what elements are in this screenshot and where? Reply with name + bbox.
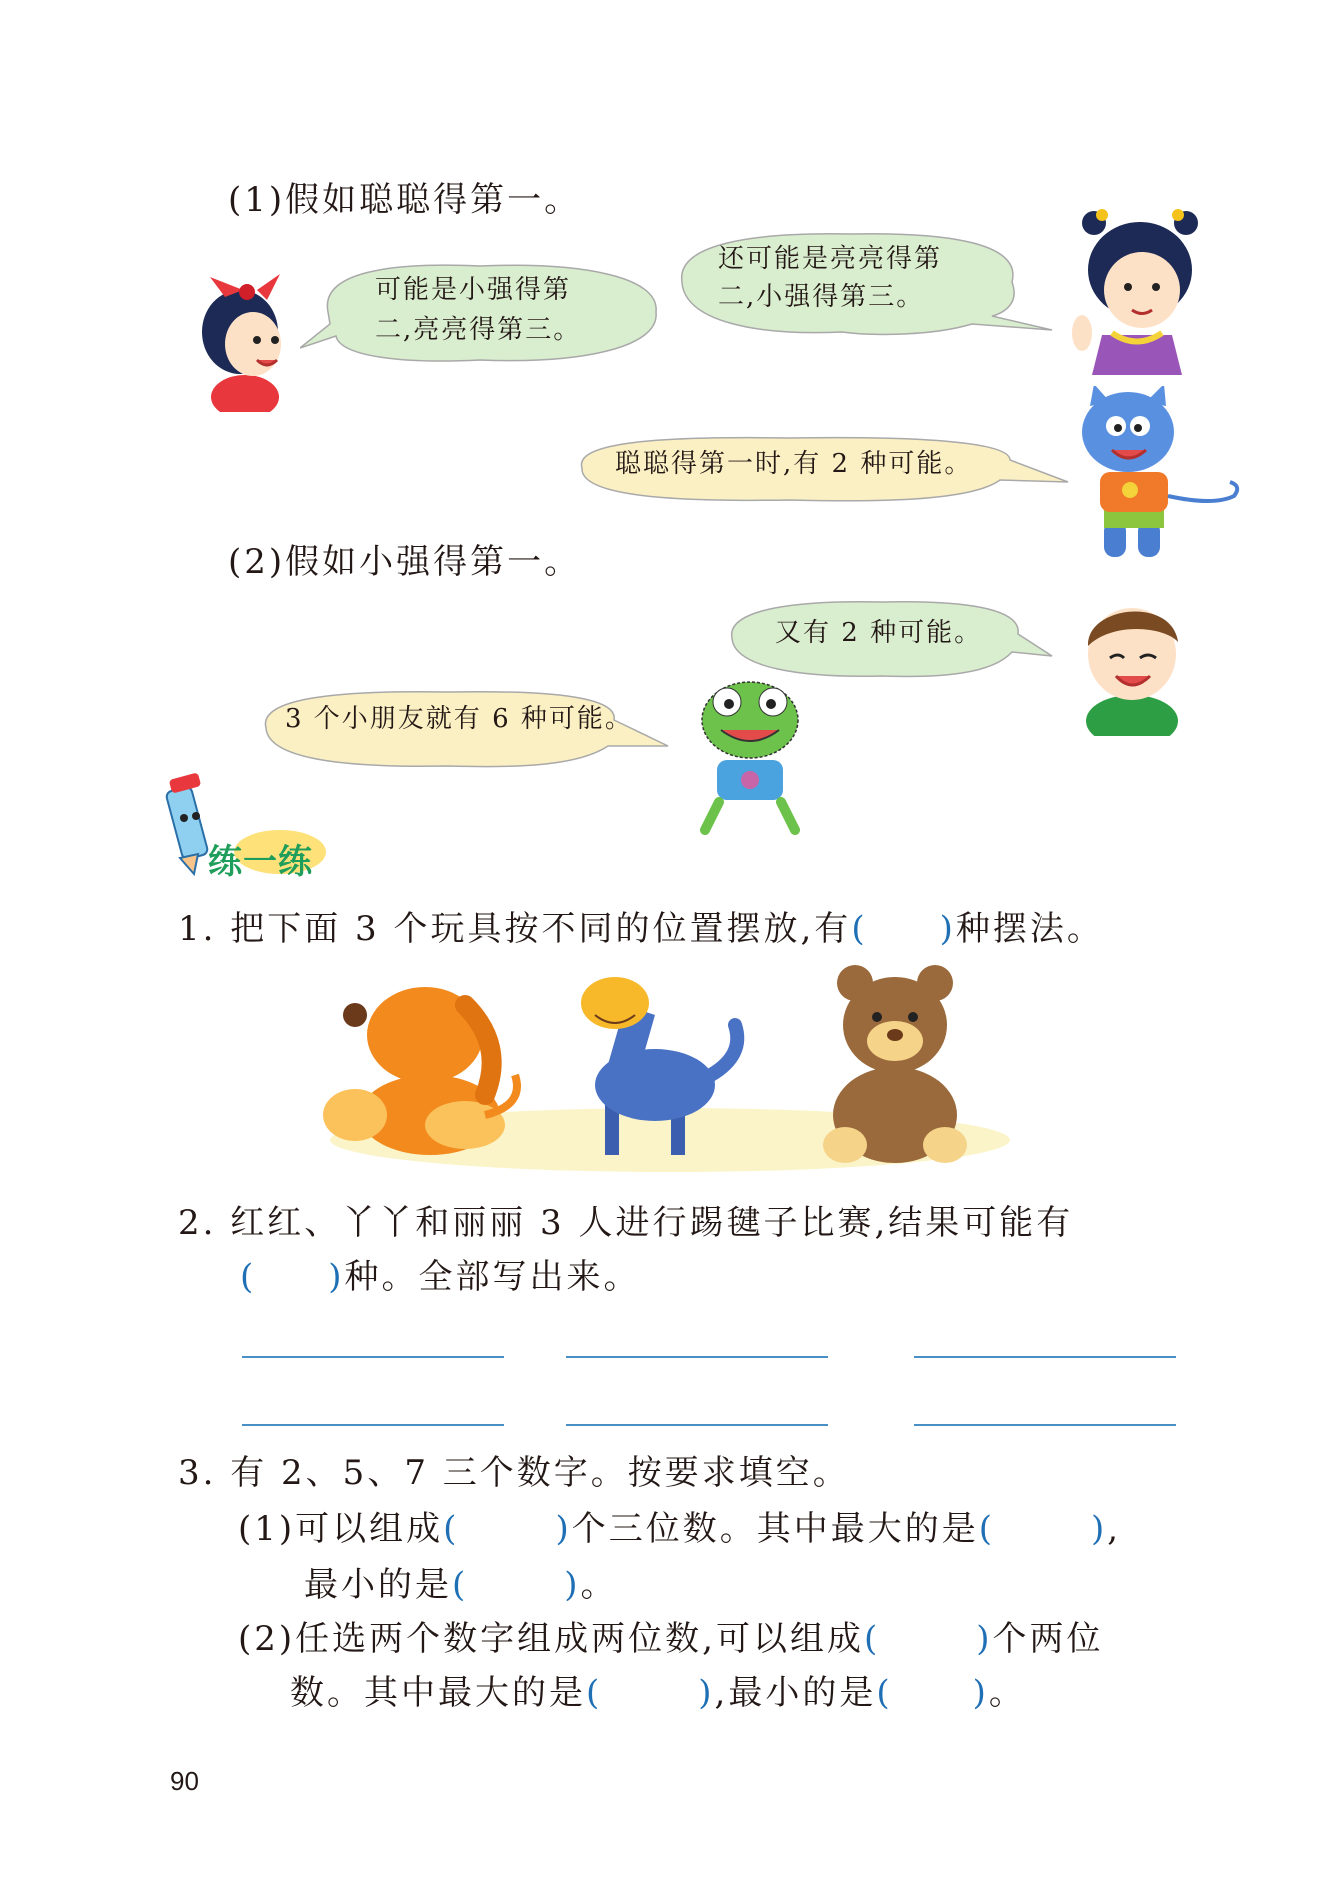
question-3-part-1-count-blank[interactable]: ( ) [443, 1509, 572, 1549]
question-3-part-1-max-blank[interactable]: ( ) [978, 1509, 1108, 1549]
toy-bear-icon [823, 965, 967, 1163]
question-3-part-2-text-a: (2)任选两个数字组成两位数,可以组成 [238, 1619, 864, 1659]
bubble-boy-text: 又有 2 种可能。 [775, 618, 983, 648]
bubble-girl-red-line2: 二,亮亮得第三。 [375, 315, 582, 345]
case-2-heading: (2)假如小强得第一。 [228, 542, 582, 582]
question-3-part-2-text-d: ,最小的是 [714, 1673, 877, 1713]
question-3-part-2-count-blank[interactable]: ( ) [863, 1619, 993, 1659]
bubble-girl-purple-line2: 二,小强得第三。 [718, 282, 925, 312]
question-1 [178, 902, 1104, 956]
question-1-answer-blank[interactable]: ( ) [851, 909, 956, 949]
question-2-suffix: 种。全部写出来。 [344, 1257, 641, 1297]
toy-dog-icon [323, 987, 517, 1155]
question-3-part-1-comma: , [1107, 1509, 1122, 1549]
bubble-girl-purple-line1: 还可能是亮亮得第 [718, 244, 943, 274]
answer-line-3[interactable] [914, 1356, 1176, 1358]
toys-illustration [315, 965, 1025, 1177]
girl-purple-dress-illustration [1062, 205, 1212, 375]
question-3-part-2-max-blank[interactable]: ( ) [586, 1673, 715, 1713]
question-3-part-2-line2 [290, 1666, 1026, 1720]
answer-line-5[interactable] [566, 1424, 828, 1426]
bubble-girl-red-line1: 可能是小强得第 [375, 275, 572, 305]
question-3-part-2-line1 [238, 1612, 1104, 1666]
question-1-suffix: 种摆法。 [955, 909, 1104, 949]
question-2-line2 [240, 1250, 641, 1304]
practice-badge [150, 770, 330, 880]
practice-badge-label: 练一练 [208, 842, 313, 882]
frog-illustration [695, 680, 805, 840]
blue-cat-illustration [1064, 386, 1244, 566]
question-3-part-1-text-b: 个三位数。其中最大的是 [571, 1509, 979, 1549]
question-3-part-2-text-c: 数。其中最大的是 [290, 1673, 586, 1713]
page-number: 90 [170, 1766, 199, 1796]
question-3-part-1-text-d: 最小的是 [304, 1565, 452, 1605]
case-1-heading: (1)假如聪聪得第一。 [228, 180, 582, 220]
question-3-part-1-min-blank[interactable]: ( ) [452, 1565, 581, 1605]
question-2-answer-blank[interactable]: ( ) [240, 1257, 345, 1297]
question-3-part-1-line1 [238, 1502, 1121, 1556]
answer-line-6[interactable] [914, 1424, 1176, 1426]
question-3-part-2-text-b: 个两位 [992, 1619, 1104, 1659]
answer-line-2[interactable] [566, 1356, 828, 1358]
question-3-part-2-period: 。 [988, 1673, 1026, 1713]
question-1-prefix: 1. 把下面 3 个玩具按不同的位置摆放,有 [178, 909, 852, 949]
answer-line-4[interactable] [242, 1424, 504, 1426]
bubble-frog-text: 3 个小朋友就有 6 种可能。 [285, 704, 633, 734]
answer-line-1[interactable] [242, 1356, 504, 1358]
boy-illustration [1072, 596, 1192, 736]
girl-red-bow-illustration [195, 252, 295, 412]
question-2-line1: 2. 红红、丫丫和丽丽 3 人进行踢毽子比赛,结果可能有 [178, 1203, 1074, 1243]
question-3-intro: 3. 有 2、5、7 三个数字。按要求填空。 [178, 1453, 850, 1493]
question-3-part-2-min-blank[interactable]: ( ) [876, 1673, 989, 1713]
question-3-part-1-text-a: (1)可以组成 [238, 1509, 444, 1549]
question-3-part-1-line2 [304, 1558, 618, 1612]
bubble-cat-text: 聪聪得第一时,有 2 种可能。 [615, 449, 973, 479]
question-3-part-1-period: 。 [580, 1565, 618, 1605]
